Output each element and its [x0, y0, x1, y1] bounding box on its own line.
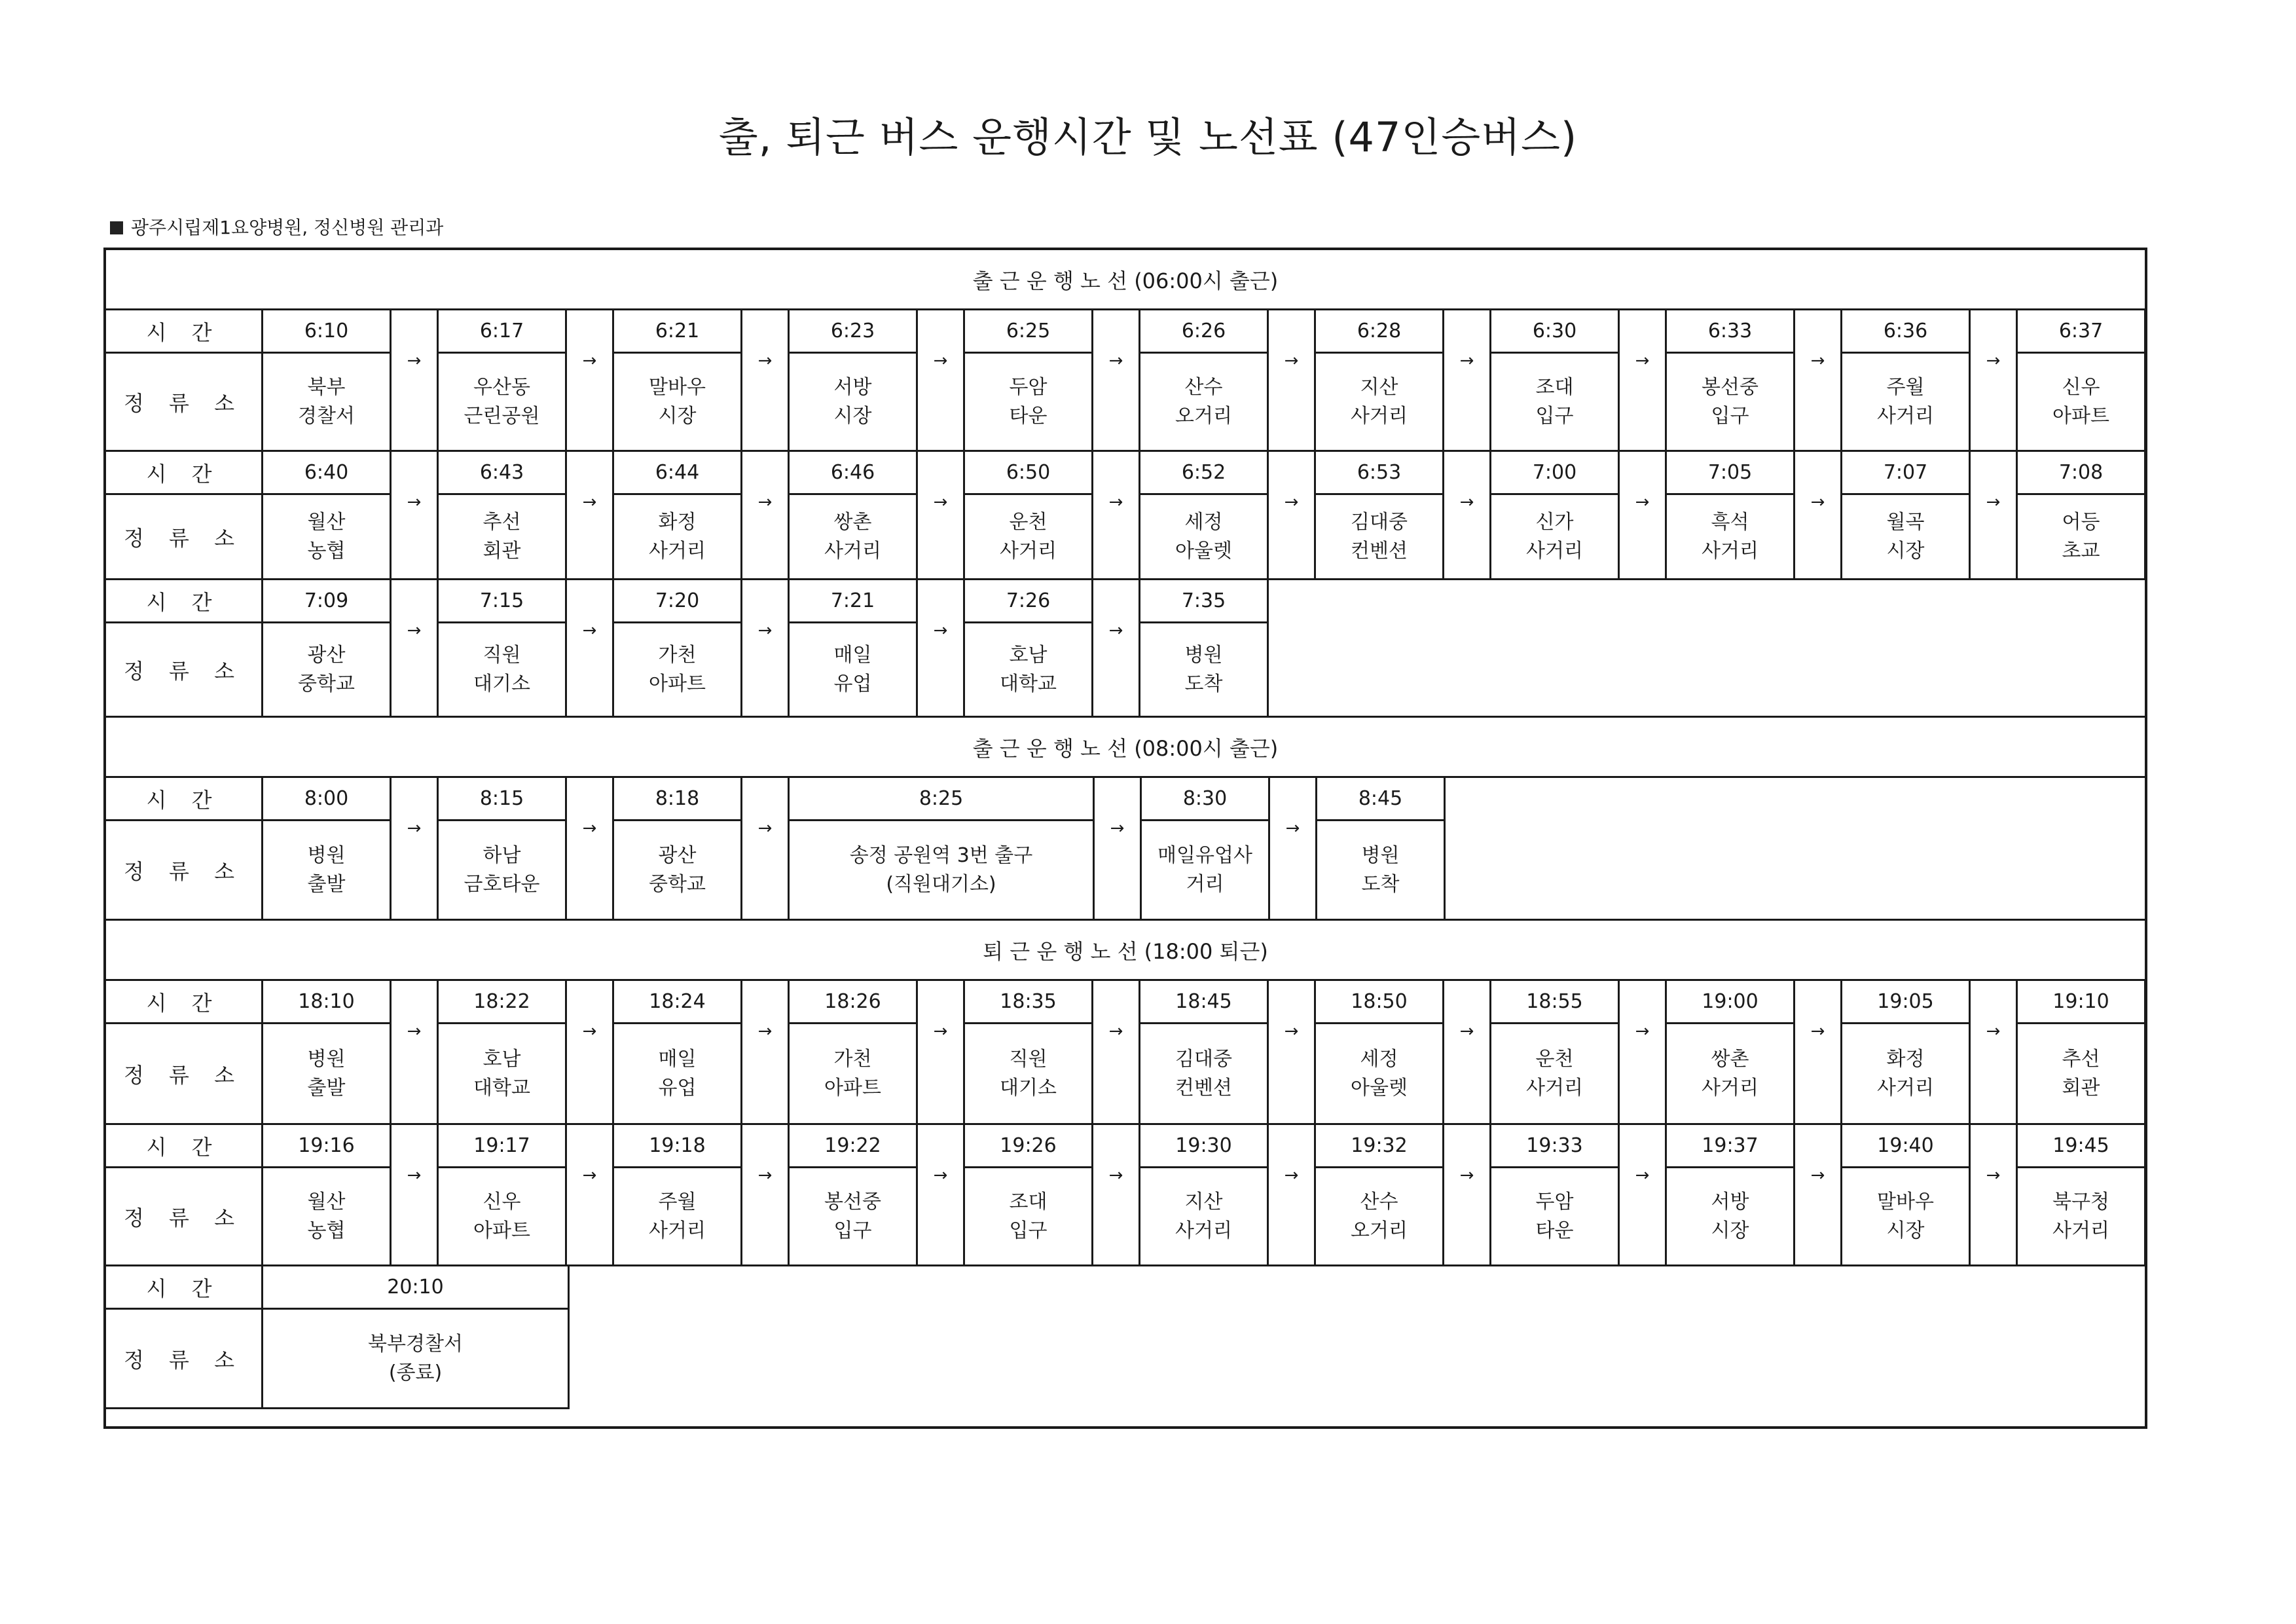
stop-name: 매일 유업	[614, 1024, 742, 1125]
stop-time: 19:05	[1842, 981, 1971, 1024]
stop-name: 월곡 시장	[1842, 495, 1971, 580]
stop-time: 6:43	[439, 452, 567, 495]
stop-name: 추선 회관	[439, 495, 567, 580]
arrow-icon: →	[1093, 981, 1140, 1125]
stop-time: 6:33	[1667, 310, 1795, 354]
stop-time: 19:18	[614, 1125, 742, 1168]
time-row-label: 시 간	[106, 1266, 263, 1310]
stop-name: 쌍촌 사거리	[1667, 1024, 1795, 1125]
stop-time: 7:21	[790, 580, 918, 623]
stop-name: 세정 아울렛	[1316, 1024, 1444, 1125]
stop-name: 김대중 컨벤션	[1140, 1024, 1269, 1125]
stop-time: 8:45	[1317, 778, 1446, 821]
stop-name: 세정 아울렛	[1140, 495, 1269, 580]
stop-time: 20:10	[263, 1266, 570, 1310]
arrow-icon: →	[392, 452, 439, 580]
arrow-icon: →	[1269, 981, 1316, 1125]
stop-name: 두암 타운	[1491, 1168, 1620, 1266]
stop-name: 신우 아파트	[2018, 354, 2146, 452]
stop-name: 봉선중 입구	[790, 1168, 918, 1266]
arrow-icon: →	[567, 981, 614, 1125]
stop-time: 7:35	[1140, 580, 1269, 623]
page-title: 출, 퇴근 버스 운행시간 및 노선표 (47인승버스)	[718, 113, 1578, 161]
department-name: 광주시립제1요양병원, 정신병원 관리과	[131, 217, 444, 238]
stop-time: 19:17	[439, 1125, 567, 1168]
time-row-label: 시 간	[106, 981, 263, 1024]
stop-name: 매일 유업	[790, 623, 918, 718]
arrow-icon: →	[1269, 310, 1316, 452]
stop-time: 18:10	[263, 981, 392, 1024]
time-row-label: 시 간	[106, 310, 263, 354]
stop-time: 18:55	[1491, 981, 1620, 1024]
stop-name: 가천 아파트	[790, 1024, 918, 1125]
stop-name: 산수 오거리	[1316, 1168, 1444, 1266]
stop-name: 병원 출발	[263, 1024, 392, 1125]
section-title: 출 근 운 행 노 선 (06:00시 출근)	[972, 268, 1279, 293]
stop-time: 6:46	[790, 452, 918, 495]
stop-time: 7:08	[2018, 452, 2146, 495]
arrow-icon: →	[1444, 310, 1491, 452]
stop-name: 주월 사거리	[614, 1168, 742, 1266]
arrow-icon: →	[567, 778, 614, 921]
stop-time: 8:25	[790, 778, 1095, 821]
stop-row-label: 정 류 소	[106, 623, 263, 718]
stop-time: 19:37	[1667, 1125, 1795, 1168]
stop-time: 19:10	[2018, 981, 2146, 1024]
arrow-icon: →	[1971, 452, 2018, 580]
stop-name: 두암 타운	[965, 354, 1093, 452]
arrow-icon: →	[1270, 778, 1317, 921]
stop-name: 화정 사거리	[614, 495, 742, 580]
arrow-icon: →	[1971, 1125, 2018, 1266]
stop-time: 7:26	[965, 580, 1093, 623]
stop-name: 추선 회관	[2018, 1024, 2146, 1125]
arrow-icon: →	[742, 310, 790, 452]
stop-name: 북부 경찰서	[263, 354, 392, 452]
arrow-icon: →	[1444, 1125, 1491, 1266]
stop-time: 18:24	[614, 981, 742, 1024]
stop-name: 가천 아파트	[614, 623, 742, 718]
arrow-icon: →	[1269, 452, 1316, 580]
empty-area	[1446, 778, 2145, 921]
arrow-icon: →	[1620, 1125, 1667, 1266]
stop-time: 19:30	[1140, 1125, 1269, 1168]
stop-time: 7:05	[1667, 452, 1795, 495]
arrow-icon: →	[567, 1125, 614, 1266]
stop-time: 18:22	[439, 981, 567, 1024]
arrow-icon: →	[1971, 310, 2018, 452]
arrow-icon: →	[1620, 310, 1667, 452]
section-header	[106, 921, 2145, 981]
stop-time: 18:50	[1316, 981, 1444, 1024]
stop-time: 19:40	[1842, 1125, 1971, 1168]
arrow-icon: →	[1093, 580, 1140, 718]
stop-time: 6:37	[2018, 310, 2146, 354]
stop-name: 어등 초교	[2018, 495, 2146, 580]
stop-time: 6:10	[263, 310, 392, 354]
stop-time: 6:52	[1140, 452, 1269, 495]
stop-name: 주월 사거리	[1842, 354, 1971, 452]
stop-time: 19:33	[1491, 1125, 1620, 1168]
stop-time: 6:17	[439, 310, 567, 354]
arrow-icon: →	[392, 310, 439, 452]
stop-time: 19:00	[1667, 981, 1795, 1024]
arrow-icon: →	[742, 580, 790, 718]
arrow-icon: →	[742, 981, 790, 1125]
section-header	[106, 718, 2145, 778]
time-row-label: 시 간	[106, 452, 263, 495]
stop-time: 18:45	[1140, 981, 1269, 1024]
arrow-icon: →	[742, 778, 790, 921]
stop-name: 북부경찰서 (종료)	[263, 1310, 570, 1409]
stop-name: 운천 사거리	[965, 495, 1093, 580]
arrow-icon: →	[1620, 452, 1667, 580]
time-row-label: 시 간	[106, 580, 263, 623]
arrow-icon: →	[392, 1125, 439, 1266]
time-row-label: 시 간	[106, 778, 263, 821]
stop-row-label: 정 류 소	[106, 1168, 263, 1266]
stop-row-label: 정 류 소	[106, 354, 263, 452]
stop-time: 6:21	[614, 310, 742, 354]
stop-time: 19:26	[965, 1125, 1093, 1168]
section-header	[106, 250, 2145, 310]
stop-time: 8:00	[263, 778, 392, 821]
stop-time: 7:09	[263, 580, 392, 623]
arrow-icon: →	[392, 778, 439, 921]
stop-name: 호남 대학교	[439, 1024, 567, 1125]
stop-name: 서방 시장	[1667, 1168, 1795, 1266]
stop-time: 6:53	[1316, 452, 1444, 495]
arrow-icon: →	[918, 452, 965, 580]
arrow-icon: →	[1269, 1125, 1316, 1266]
stop-name: 병원 도착	[1140, 623, 1269, 718]
section-title: 퇴 근 운 행 노 선 (18:00 퇴근)	[983, 938, 1268, 964]
arrow-icon: →	[1444, 452, 1491, 580]
square-bullet-icon	[110, 221, 123, 234]
stop-time: 6:40	[263, 452, 392, 495]
arrow-icon: →	[918, 310, 965, 452]
arrow-icon: →	[1795, 452, 1842, 580]
stop-time: 19:45	[2018, 1125, 2146, 1168]
stop-name: 호남 대학교	[965, 623, 1093, 718]
stop-name: 말바우 시장	[614, 354, 742, 452]
stop-time: 7:07	[1842, 452, 1971, 495]
arrow-icon: →	[1093, 1125, 1140, 1266]
stop-time: 7:15	[439, 580, 567, 623]
stop-name: 매일유업사 거리	[1142, 821, 1270, 921]
stop-time: 6:30	[1491, 310, 1620, 354]
arrow-icon: →	[392, 981, 439, 1125]
empty-area	[570, 1266, 2145, 1409]
stop-time: 6:44	[614, 452, 742, 495]
stop-time: 8:15	[439, 778, 567, 821]
stop-name: 흑석 사거리	[1667, 495, 1795, 580]
arrow-icon: →	[1093, 452, 1140, 580]
stop-name: 송정 공원역 3번 출구 (직원대기소)	[790, 821, 1095, 921]
stop-time: 6:50	[965, 452, 1093, 495]
stop-name: 지산 사거리	[1316, 354, 1444, 452]
stop-name: 김대중 컨벤션	[1316, 495, 1444, 580]
stop-name: 화정 사거리	[1842, 1024, 1971, 1125]
stop-name: 말바우 시장	[1842, 1168, 1971, 1266]
stop-time: 18:35	[965, 981, 1093, 1024]
stop-time: 7:20	[614, 580, 742, 623]
stop-time: 6:26	[1140, 310, 1269, 354]
stop-name: 광산 중학교	[614, 821, 742, 921]
stop-name: 북구청 사거리	[2018, 1168, 2146, 1266]
arrow-icon: →	[567, 310, 614, 452]
stop-row-label: 정 류 소	[106, 495, 263, 580]
stop-time: 6:23	[790, 310, 918, 354]
arrow-icon: →	[918, 580, 965, 718]
stop-name: 조대 입구	[965, 1168, 1093, 1266]
stop-row-label: 정 류 소	[106, 1310, 263, 1409]
stop-time: 8:30	[1142, 778, 1270, 821]
stop-time: 18:26	[790, 981, 918, 1024]
stop-name: 산수 오거리	[1140, 354, 1269, 452]
stop-name: 월산 농협	[263, 1168, 392, 1266]
stop-time: 6:28	[1316, 310, 1444, 354]
stop-name: 광산 중학교	[263, 623, 392, 718]
arrow-icon: →	[742, 1125, 790, 1266]
stop-time: 8:18	[614, 778, 742, 821]
stop-name: 지산 사거리	[1140, 1168, 1269, 1266]
stop-time: 19:22	[790, 1125, 918, 1168]
stop-name: 월산 농협	[263, 495, 392, 580]
bus-timetable	[103, 248, 2147, 1429]
stop-row-label: 정 류 소	[106, 821, 263, 921]
department-label	[110, 213, 443, 240]
stop-name: 병원 출발	[263, 821, 392, 921]
time-row-label: 시 간	[106, 1125, 263, 1168]
stop-time: 7:00	[1491, 452, 1620, 495]
stop-time: 6:25	[965, 310, 1093, 354]
arrow-icon: →	[1444, 981, 1491, 1125]
stop-name: 운천 사거리	[1491, 1024, 1620, 1125]
arrow-icon: →	[1795, 981, 1842, 1125]
stop-name: 직원 대기소	[965, 1024, 1093, 1125]
arrow-icon: →	[392, 580, 439, 718]
stop-time: 19:32	[1316, 1125, 1444, 1168]
arrow-icon: →	[1795, 310, 1842, 452]
arrow-icon: →	[1795, 1125, 1842, 1266]
arrow-icon: →	[918, 1125, 965, 1266]
stop-name: 서방 시장	[790, 354, 918, 452]
stop-name: 신가 사거리	[1491, 495, 1620, 580]
arrow-icon: →	[1971, 981, 2018, 1125]
arrow-icon: →	[742, 452, 790, 580]
arrow-icon: →	[1095, 778, 1142, 921]
arrow-icon: →	[1093, 310, 1140, 452]
stop-time: 19:16	[263, 1125, 392, 1168]
stop-name: 봉선중 입구	[1667, 354, 1795, 452]
section-title: 출 근 운 행 노 선 (08:00시 출근)	[972, 735, 1279, 761]
arrow-icon: →	[1620, 981, 1667, 1125]
stop-row-label: 정 류 소	[106, 1024, 263, 1125]
arrow-icon: →	[918, 981, 965, 1125]
stop-name: 하남 금호타운	[439, 821, 567, 921]
arrow-icon: →	[567, 580, 614, 718]
arrow-icon: →	[567, 452, 614, 580]
stop-name: 병원 도착	[1317, 821, 1446, 921]
stop-name: 우산동 근린공원	[439, 354, 567, 452]
stop-name: 신우 아파트	[439, 1168, 567, 1266]
stop-name: 조대 입구	[1491, 354, 1620, 452]
stop-name: 쌍촌 사거리	[790, 495, 918, 580]
stop-name: 직원 대기소	[439, 623, 567, 718]
empty-area	[1269, 580, 2145, 718]
stop-time: 6:36	[1842, 310, 1971, 354]
